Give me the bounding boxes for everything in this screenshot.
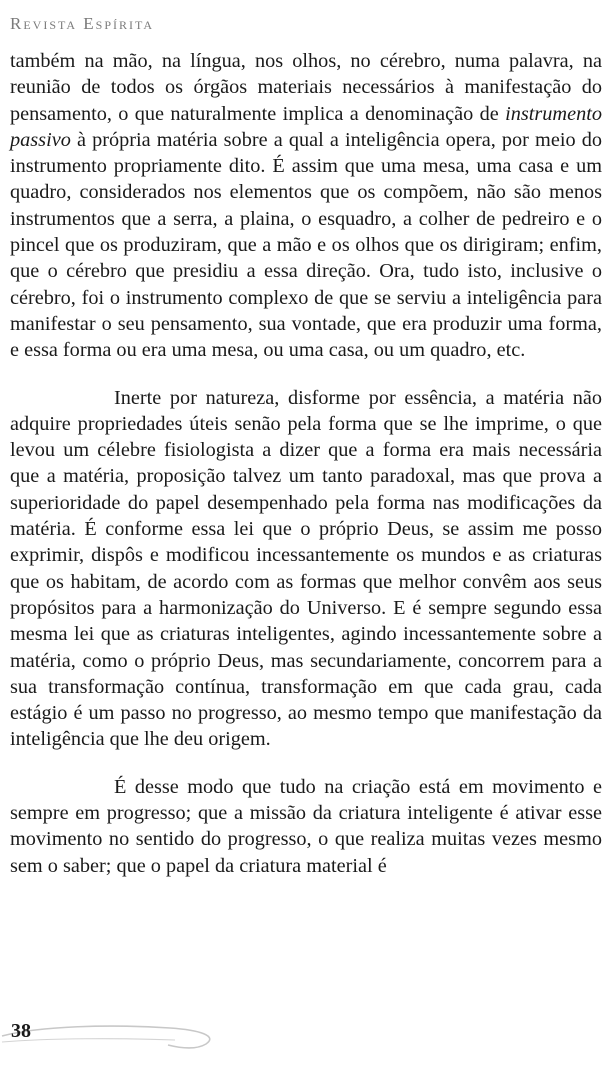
paragraph-1-part-a: também na mão, na língua, nos olhos, no cérebro, numa palavra, na reunião de todos os órgãos materiais necessários à manifestação do pensamento, o que naturalmente implica a denominação de — [10, 50, 602, 125]
footer-swoosh-ornament — [0, 1012, 230, 1060]
paragraph-1-italic: instrumento passivo — [10, 102, 602, 151]
paragraph-3: É desse modo que tudo na criação está em movimento e sempre em progresso; que a missão da criatura inteligente é ativar esse movimento no sentido do progresso, o que realiza muitas vezes mesmo sem o saber; que o papel da criatura material é — [10, 775, 602, 877]
page-number: 38 — [11, 1020, 31, 1042]
page-body — [10, 48, 602, 879]
paragraph-2: Inerte por natureza, disforme por essência, a matéria não adquire propriedades úteis senão pela forma que se lhe imprime, o que levou um célebre fisiologista a dizer que a forma era mais necessária que a matéria, proposição talvez um tanto paradoxal, mas que prova a superioridade do papel desempenhado pela forma nas modificações da matéria. É conforme essa lei que o próprio Deus, se assim me posso exprimir, dispôs e modificou incessantemente os mundos e as criaturas que os habitam, de acordo com as formas que melhor convêm aos seus propósitos para a harmonização do Universo. E é sempre segundo essa mesma lei que as criaturas inteligentes, agindo incessantemente sobre a matéria, como o próprio Deus, mas secundariamente, concorrem para a sua transformação contínua, transformação em que cada grau, cada estágio é um passo no progresso, ao mesmo tempo que manifestação da inteligência que lhe deu origem. — [10, 386, 602, 751]
paragraph-1 — [10, 48, 602, 364]
paragraph-1-part-b: à própria matéria sobre a qual a inteligência opera, por meio do instrumento propriamente dito. É assim que uma mesa, uma casa e um quadro, considerados nos elementos que os compõem, não são menos instrumentos que a serra, a plaina, o esquadro, a colher de pedreiro e o pincel que os produziram, que a mão e os olhos que os dirigiram; enfim, que o cérebro que presidiu a essa direção. Ora, tudo isto, inclusive o cérebro, foi o instrumento complexo de que se serviu a inteligência para manifestar o seu pensamento, sua vontade, que era produzir uma forma, e essa forma ou era uma mesa, ou uma casa, ou um quadro, etc. — [10, 128, 602, 362]
running-header: Revista Espírita — [10, 14, 155, 33]
